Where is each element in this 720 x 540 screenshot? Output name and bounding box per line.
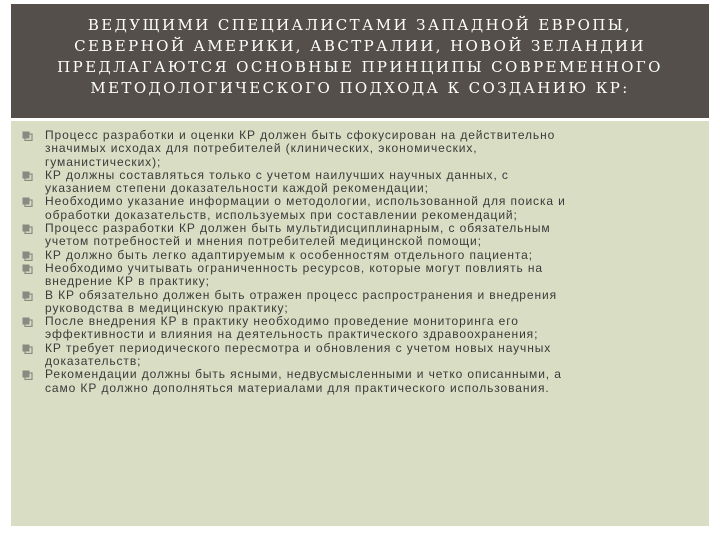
square-check-bullet-icon [22, 171, 33, 181]
square-check-bullet-icon [22, 344, 33, 354]
list-item [21, 222, 701, 249]
list-item-text-line: само КР должно дополняться материалами для практического использования. [45, 380, 550, 395]
list-item [21, 249, 701, 262]
list-item [21, 342, 701, 369]
list-item-text-line: значимых исходах для потребителей (клинических, экономических, [45, 141, 478, 156]
list-item-text-line: доказательств; [45, 354, 142, 369]
list-item-text-line: указанием степени доказательности каждой рекомендации; [45, 181, 429, 196]
list-item-text-line: Процесс разработки и оценки КР должен быть сфокусирован на действительно [45, 128, 556, 142]
square-check-bullet-icon [22, 264, 33, 274]
title-line: МЕТОДОЛОГИЧЕСКОГО ПОДХОДА К СОЗДАНИЮ КР: [90, 79, 630, 97]
list-item-text-line: Необходимо указание информации о методологии, использованной для поиска и [45, 194, 566, 209]
list-item [21, 169, 701, 196]
square-check-bullet-icon [22, 291, 33, 301]
square-check-bullet-icon [22, 370, 33, 380]
list-item-text-line: Процесс разработки КР должен быть мультидисциплинарным, с обязательным [45, 221, 551, 236]
title-line: ПРЕДЛАГАЮТСЯ ОСНОВНЫЕ ПРИНЦИПЫ СОВРЕМЕННОГО [57, 58, 663, 76]
list-item [21, 195, 701, 222]
list-item-text-line: Необходимо учитывать ограниченность ресурсов, которые могут повлиять на [45, 260, 543, 275]
square-check-bullet-icon [22, 224, 33, 234]
list-item-text-line: КР должны составляться только с учетом наилучших научных данных, с [45, 167, 509, 182]
list-item [21, 368, 701, 395]
list-item-text-line: Рекомендации должны быть ясными, недвусмысленными и четко описанными, а [45, 367, 562, 382]
title-line: СЕВЕРНОЙ АМЕРИКИ, АВСТРАЛИИ, НОВОЙ ЗЕЛАНДИИ [74, 37, 646, 55]
list-item [21, 129, 701, 169]
square-check-bullet-icon [22, 317, 33, 327]
list-item [21, 262, 701, 289]
list-item-text-line: эффективности и влияния на деятельность практического здравоохранения; [45, 327, 539, 342]
list-item [21, 315, 701, 342]
square-check-bullet-icon [22, 131, 33, 141]
square-check-bullet-icon [22, 197, 33, 207]
content-panel [11, 121, 709, 526]
bullet-list [21, 129, 701, 395]
list-item-text-line: После внедрения КР в практику необходимо проведение мониторинга его [45, 314, 519, 329]
list-item-text-line: обработки доказательств, используемых при составлении рекомендаций; [45, 207, 518, 222]
list-item-text-line: гуманистических); [45, 154, 162, 169]
list-item-text-line: руководства в медицинскую практику; [45, 300, 289, 315]
list-item-text-line: учетом потребностей и мнения потребителей медицинской помощи; [45, 234, 482, 249]
title-line: ВЕДУЩИМИ СПЕЦИАЛИСТАМИ ЗАПАДНОЙ ЕВРОПЫ, [87, 16, 633, 34]
list-item-text-line: КР должно быть легко адаптируемым к особенностям отдельного пациента; [45, 247, 533, 262]
list-item [21, 289, 701, 316]
title-bar [11, 4, 709, 118]
square-check-bullet-icon [22, 251, 33, 261]
list-item-text-line: В КР обязательно должен быть отражен процесс распространения и внедрения [45, 287, 557, 302]
list-item-text-line: КР требует периодического пересмотра и обновления с учетом новых научных [45, 340, 552, 355]
list-item-text-line: внедрение КР в практику; [45, 274, 210, 289]
